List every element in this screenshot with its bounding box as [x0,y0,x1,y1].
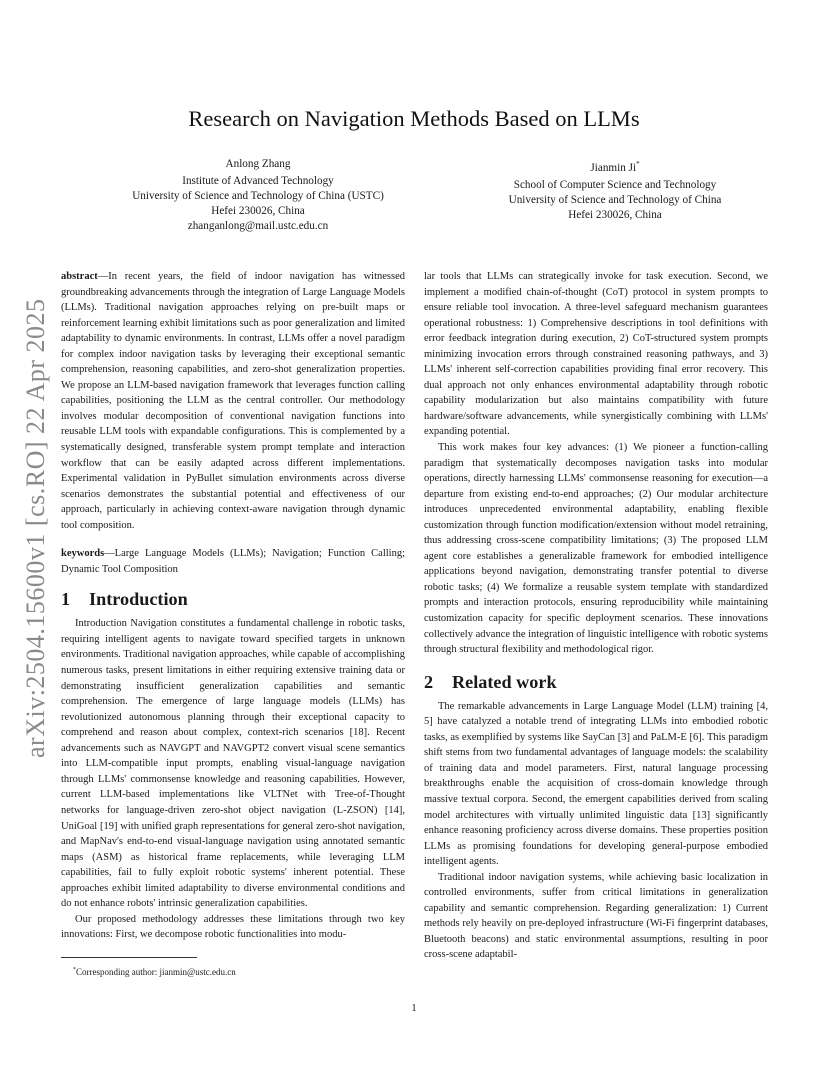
section-heading-introduction [61,588,405,610]
section-title: Introduction [89,589,188,610]
page-number: 1 [411,1002,417,1014]
author-block-1 [96,157,420,234]
footnote-text: *Corresponding author: jianmin@ustc.edu.cn [73,967,236,977]
left-column [61,269,405,943]
footnote-rule [61,957,197,958]
paragraph: Our proposed methodology addresses these limitations through two key innovations: First, we decompose robotic functionalities into modu- [61,913,405,941]
author-name: Jianmin Ji* [590,160,640,174]
author-email: zhanganlong@mail.ustc.edu.cn [187,220,329,232]
keywords-text: —Large Language Models (LLMs); Navigation; Function Calling; Dynamic Tool Composition [61,548,405,575]
footnote [61,957,405,978]
arxiv-identifier: arXiv:2504.15600v1 [cs.RO] 22 Apr 2025 [21,298,50,758]
paragraph: Introduction Navigation constitutes a fundamental challenge in robotic tasks, requiring intelligent agents to navigate toward specified targets in unknown environments. Traditional navigation approaches, while capable of accomplishing numerous tasks, present limitations in either requiring extensive training data or demonstrating insufficient generalization capabilities and semantic comprehension. The emergence of large language models (LLMs) has revolutionized autonomous planning through their exceptional capacity to comprehend and reason about complex, context-rich scenarios [18]. Recent advancements such as NAVGPT and NAVGPT2 convert visual scene semantics into LLM-compatible input prompts, enabling visual-language navigation through LLMs' commonsense knowledge and reasoning capabilities. However, current LLM-based implementations like VLTNet with Tree-of-Thought networks for language-driven zero-shot object navigation (L-ZSON) [14], UniGoal [19] with unified graph representations for general zero-shot navigation, and MapNav's end-to-end visual-language navigation using annotated semantic maps (ASM) as historical frame replacements, while leveraging LLM capabilities, fail to fully exploit robotic systems' inherent potential. These approaches exhibit limited adaptability to diverse environmental conditions and do not enhance robots' intrinsic generalization capabilities. [61,618,405,910]
abstract-label: abstract [61,271,98,282]
paragraph: This work makes four key advances: (1) We pioneer a function-calling paradigm that systematically decomposes navigation tasks into modular operations, directly harnessing LLMs' commonsense reasoning for execution—a departure from existing end-to-end approaches; (2) Our modular architecture introduces unprecedented environmental adaptability, enabling flexible customization through function modification/extension without model retraining, thus addressing cross-scene compatibility limitations; (3) The proposed LLM agent core establishes a generalizable framework for embodied intelligence applications beyond navigation, demonstrating transfer potential to diverse robotic tasks; (4) We formalize a reusable system template with standardized prompts and interaction protocols, ensuring reproducibility while maintaining customization capacity for specific deployment scenarios. These innovations collectively advance the integration of linguistic intelligence with robotic systems through structural flexibility and methodological rigor. [424,442,768,656]
paragraph: The remarkable advancements in Large Language Model (LLM) training [4, 5] have catalyzed a notable trend of integrating LLMs into embodied robotic tasks, as exemplified by systems like SayCan [3] and PaLM-E [6]. This paradigm shift stems from two fundamental advantages of language models: the scalability of training data and model parameters. First, natural language processing breakthroughs enable the acquisition of cross-domain knowledge through massive textual corpora. Second, the emergent capabilities derived from scaling model architectures with virtually unlimited linguistic data [13] significantly enhance reasoning proficiency across diverse domains. These properties position LLMs as promising foundations for developing general-purpose embodied intelligent agents. [424,700,768,868]
corresponding-mark: * [636,160,640,168]
author-address: Hefei 230026, China [211,205,305,217]
paragraph-continued: lar tools that LLMs can strategically invoke for task execution. Second, we implement a modified chain-of-thought (CoT) protocol in system prompts to ensure reliable tool invocation. A three-level safeguard mechanism guarantees operational robustness: 1) Comprehensive descriptions in tool definitions with error feedback integration during execution, 2) CoT-structured system prompts minimizing invocation errors through constrained reasoning pathways, and 3) LLMs' inherent self-correction capabilities providing final error recovery. This dual approach not only enhances environmental adaptability through robotic capability modularization but also maintains compatibility with future hardware/software advancements, while synergistically combining with LLMs' expanding potential. [424,271,768,438]
author-affiliation: School of Computer Science and Technology [513,179,717,191]
keywords [61,546,405,577]
keywords-label: keywords [61,548,105,560]
author-affiliation: University of Science and Technology of China (USTC) [132,190,384,202]
author-address: Hefei 230026, China [568,209,662,221]
author-affiliation: Institute of Advanced Technology [182,175,334,187]
paper-title: Research on Navigation Methods Based on LLMs [188,106,640,131]
section-title: Related work [452,671,557,692]
author-affiliation: University of Science and Technology of China [508,194,722,206]
paragraph: Traditional indoor navigation systems, while achieving basic localization in controlled environments, suffer from critical limitations in generalization capability and semantic comprehension. Regarding generalization: 1) Current methods rely heavily on pre-deployed infrastructure (Wi-Fi fingerprint databases, Bluetooth beacons) and static environmental assumptions, resulting in poor cross-scene adaptabil- [424,871,768,961]
author-block-2 [490,157,740,223]
author-name: Anlong Zhang [225,158,291,170]
abstract-text: —In recent years, the field of indoor navigation has witnessed groundbreaking advancements through the integration of Large Language Models (LLMs). Traditional navigation approaches relying on pre-built maps or reinforcement learning exhibit limitations such as poor generalization and limited adaptability to dynamic environments. In contrast, LLMs offer a novel paradigm for complex indoor navigation tasks by leveraging their exceptional semantic comprehension, reasoning capabilities, and zero-shot generalization properties. We propose an LLM-based navigation framework that leverages function calling capabilities, positioning the LLM as the central controller. Our methodology involves modular decomposition of conventional navigation functions into reusable LLM tools with expandable configurations. This is complemented by a systematically designed, transferable system prompt template and interaction workflow that can be easily adapted across different implementations. Experimental validation in PyBullet simulation environments across diverse scenarios demonstrates the substantial potential and effectiveness of our approach, particularly in achieving context-aware navigation through dynamic tool composition. [61,271,405,531]
abstract [61,269,405,533]
section-number: 2 [424,671,434,692]
section-number: 1 [61,589,71,610]
section-heading-related-work [424,671,768,693]
right-column [424,269,768,963]
